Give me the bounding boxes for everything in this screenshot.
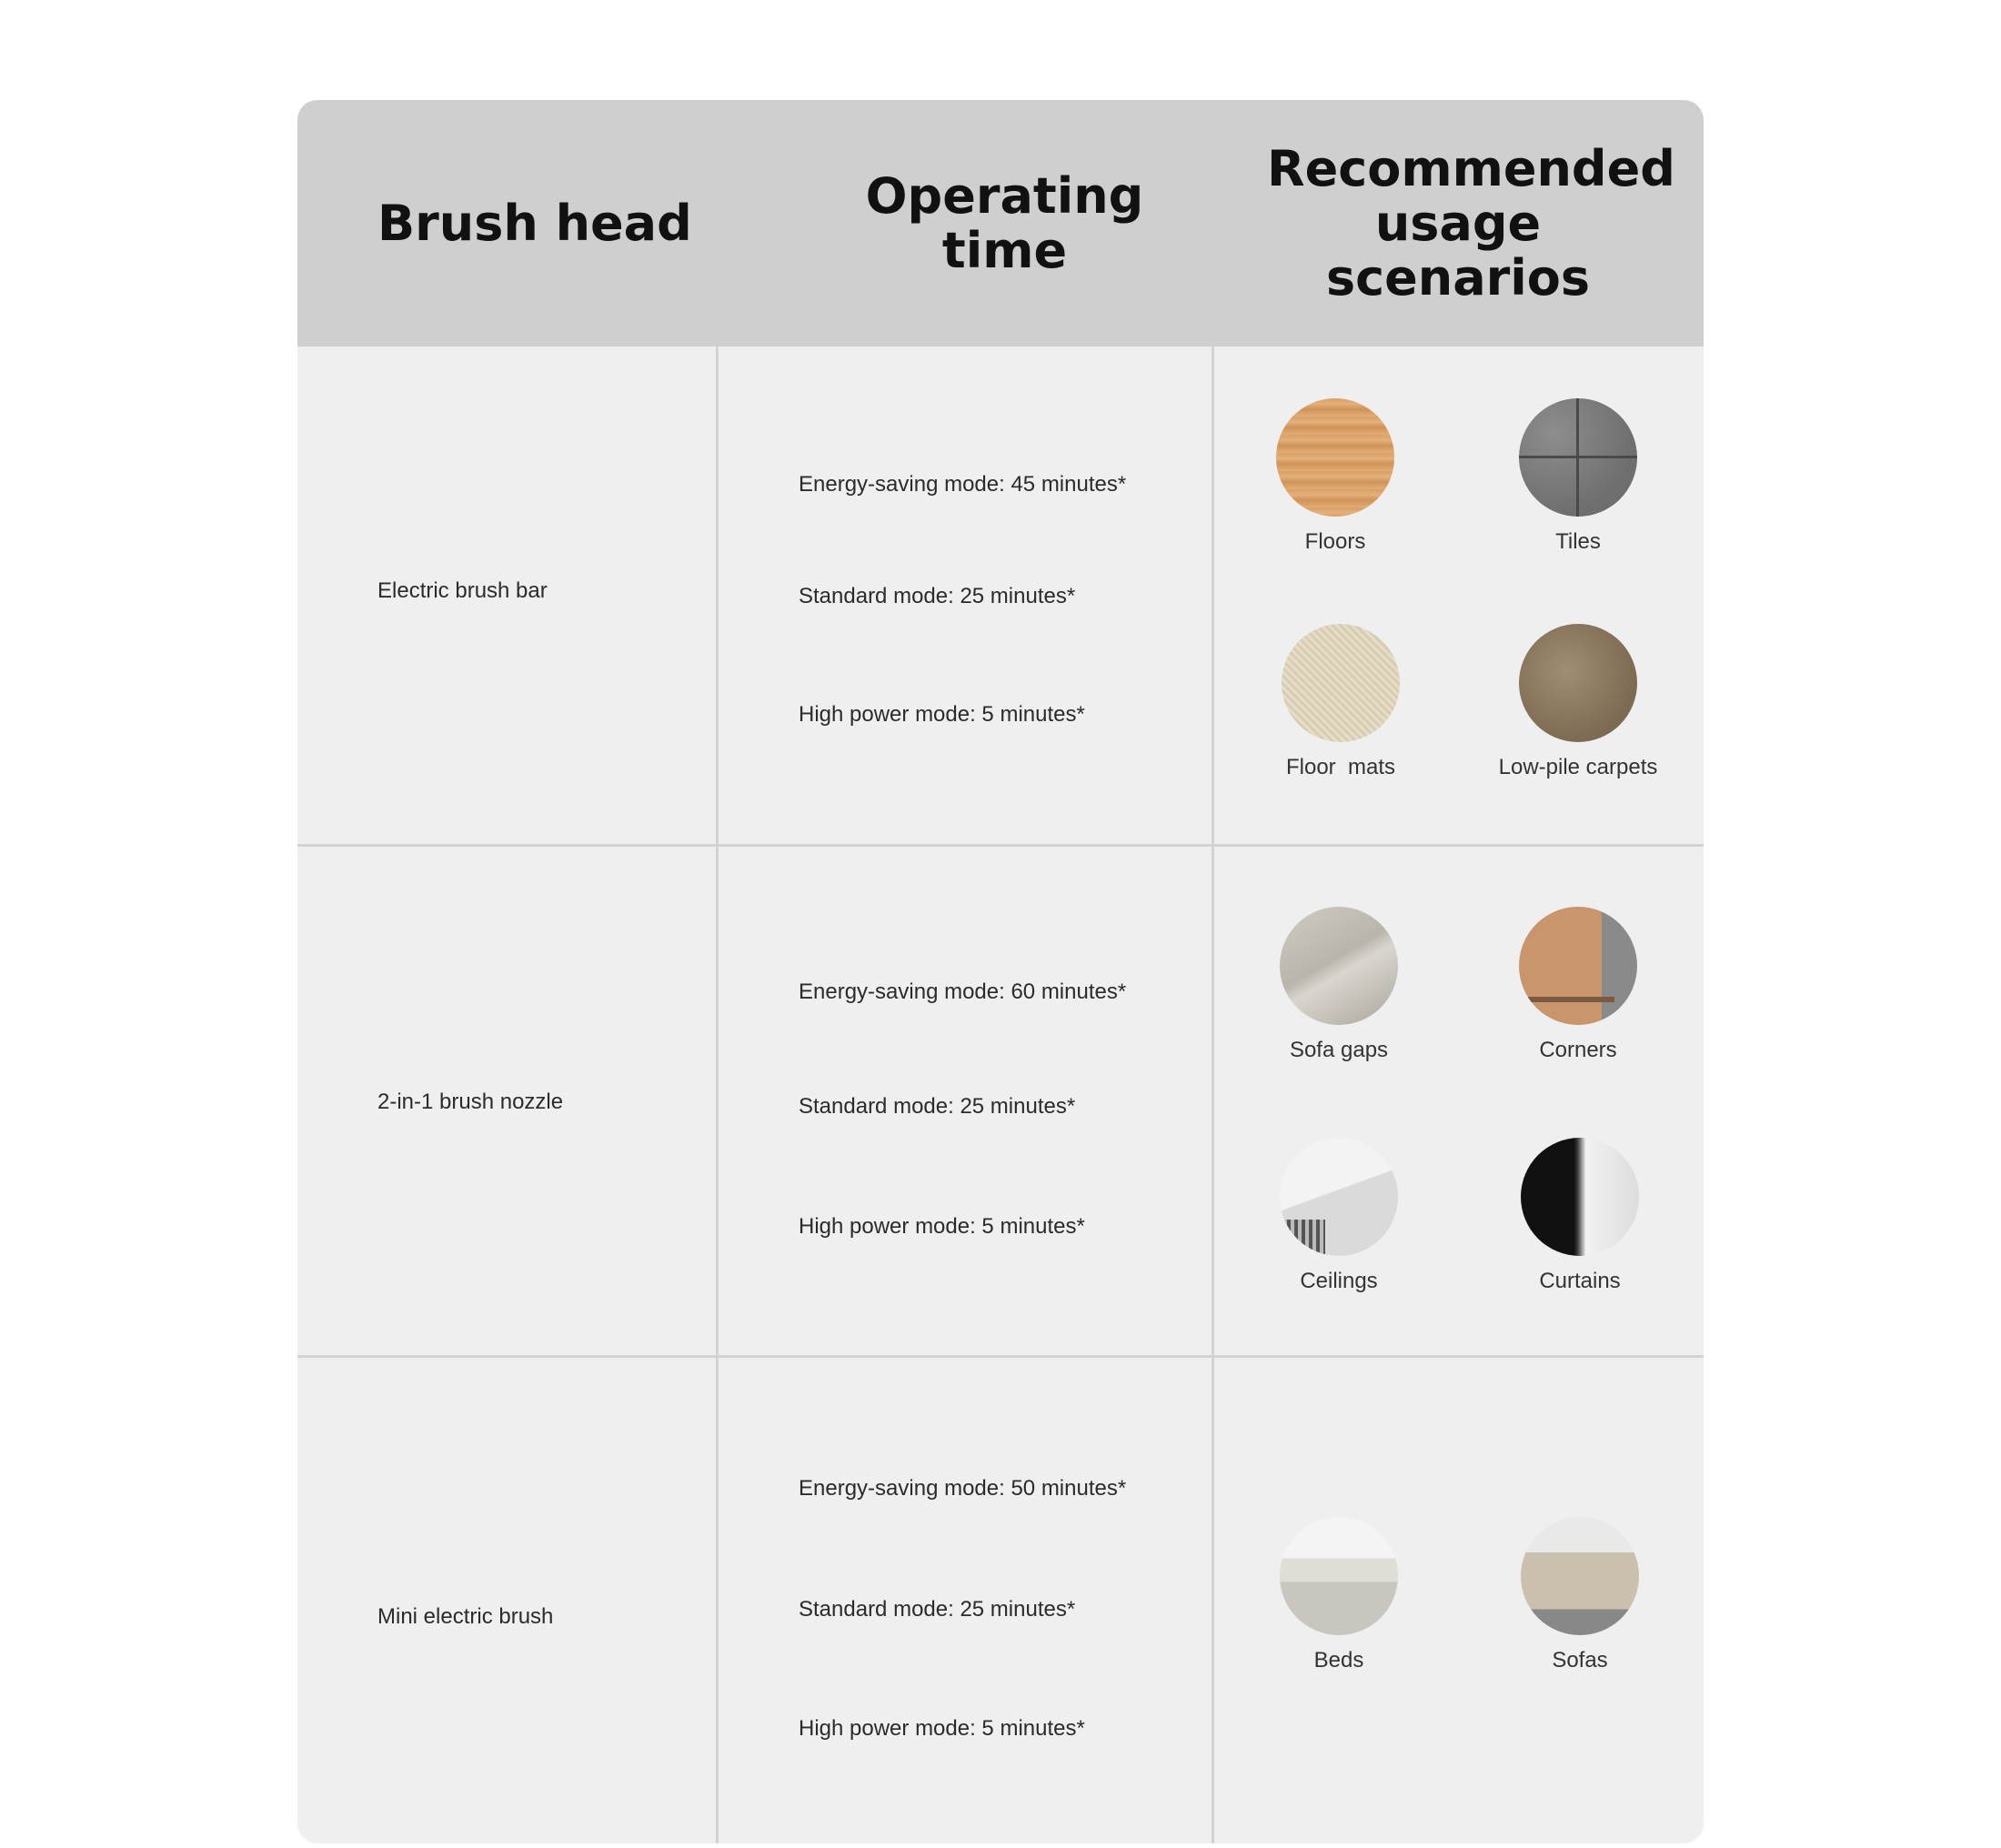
row-divider [297,844,1704,847]
header-brush-head: Brush head [377,194,692,252]
header-usage-scenarios: Recommended usage scenarios [1267,139,1675,306]
brush-head-name: 2-in-1 brush nozzle [377,1090,564,1114]
mode-standard: Standard mode: 25 minutes* [799,1597,1076,1622]
mode-high-power: High power mode: 5 minutes* [799,1214,1085,1239]
column-divider [1212,346,1214,1843]
bed-photo-icon [1280,1517,1398,1635]
ceiling-photo-icon [1280,1138,1398,1256]
brush-head-name: Mini electric brush [377,1604,554,1629]
scenario-beds: Beds [1243,1517,1434,1673]
sofa-photo-icon [1521,1517,1639,1635]
scenario-sofas: Sofas [1484,1517,1675,1673]
mode-high-power: High power mode: 5 minutes* [799,1716,1085,1741]
row-divider [297,1355,1704,1358]
curtain-photo-icon [1521,1138,1639,1256]
sofa-gap-photo-icon [1280,907,1398,1025]
mode-high-power: High power mode: 5 minutes* [799,702,1085,727]
wood-floor-texture-icon [1276,398,1394,517]
mode-energy-saving: Energy-saving mode: 50 minutes* [799,1476,1127,1501]
column-divider [716,346,719,1843]
scenario-floors: Floors [1240,398,1431,555]
comparison-table [297,100,1704,1843]
floor-mat-texture-icon [1282,624,1400,742]
carpet-texture-icon [1519,624,1637,742]
mode-energy-saving: Energy-saving mode: 45 minutes* [799,472,1127,497]
scenario-sofa-gaps: Sofa gaps [1243,907,1434,1063]
mode-standard: Standard mode: 25 minutes* [799,584,1076,608]
mode-energy-saving: Energy-saving mode: 60 minutes* [799,979,1127,1004]
tile-texture-icon [1519,398,1637,517]
header-operating-time: Operating time [865,166,1144,279]
scenario-curtains: Curtains [1484,1138,1675,1294]
table-header [297,100,1704,346]
scenario-corners: Corners [1483,907,1674,1063]
scenario-tiles: Tiles [1483,398,1674,555]
mode-standard: Standard mode: 25 minutes* [799,1094,1076,1119]
brush-head-name: Electric brush bar [377,578,548,603]
scenario-ceilings: Ceilings [1243,1138,1434,1294]
scenario-floor-mats: Floor mats [1245,624,1436,780]
scenario-low-pile-carpets: Low-pile carpets [1483,624,1674,780]
corner-photo-icon [1519,907,1637,1025]
